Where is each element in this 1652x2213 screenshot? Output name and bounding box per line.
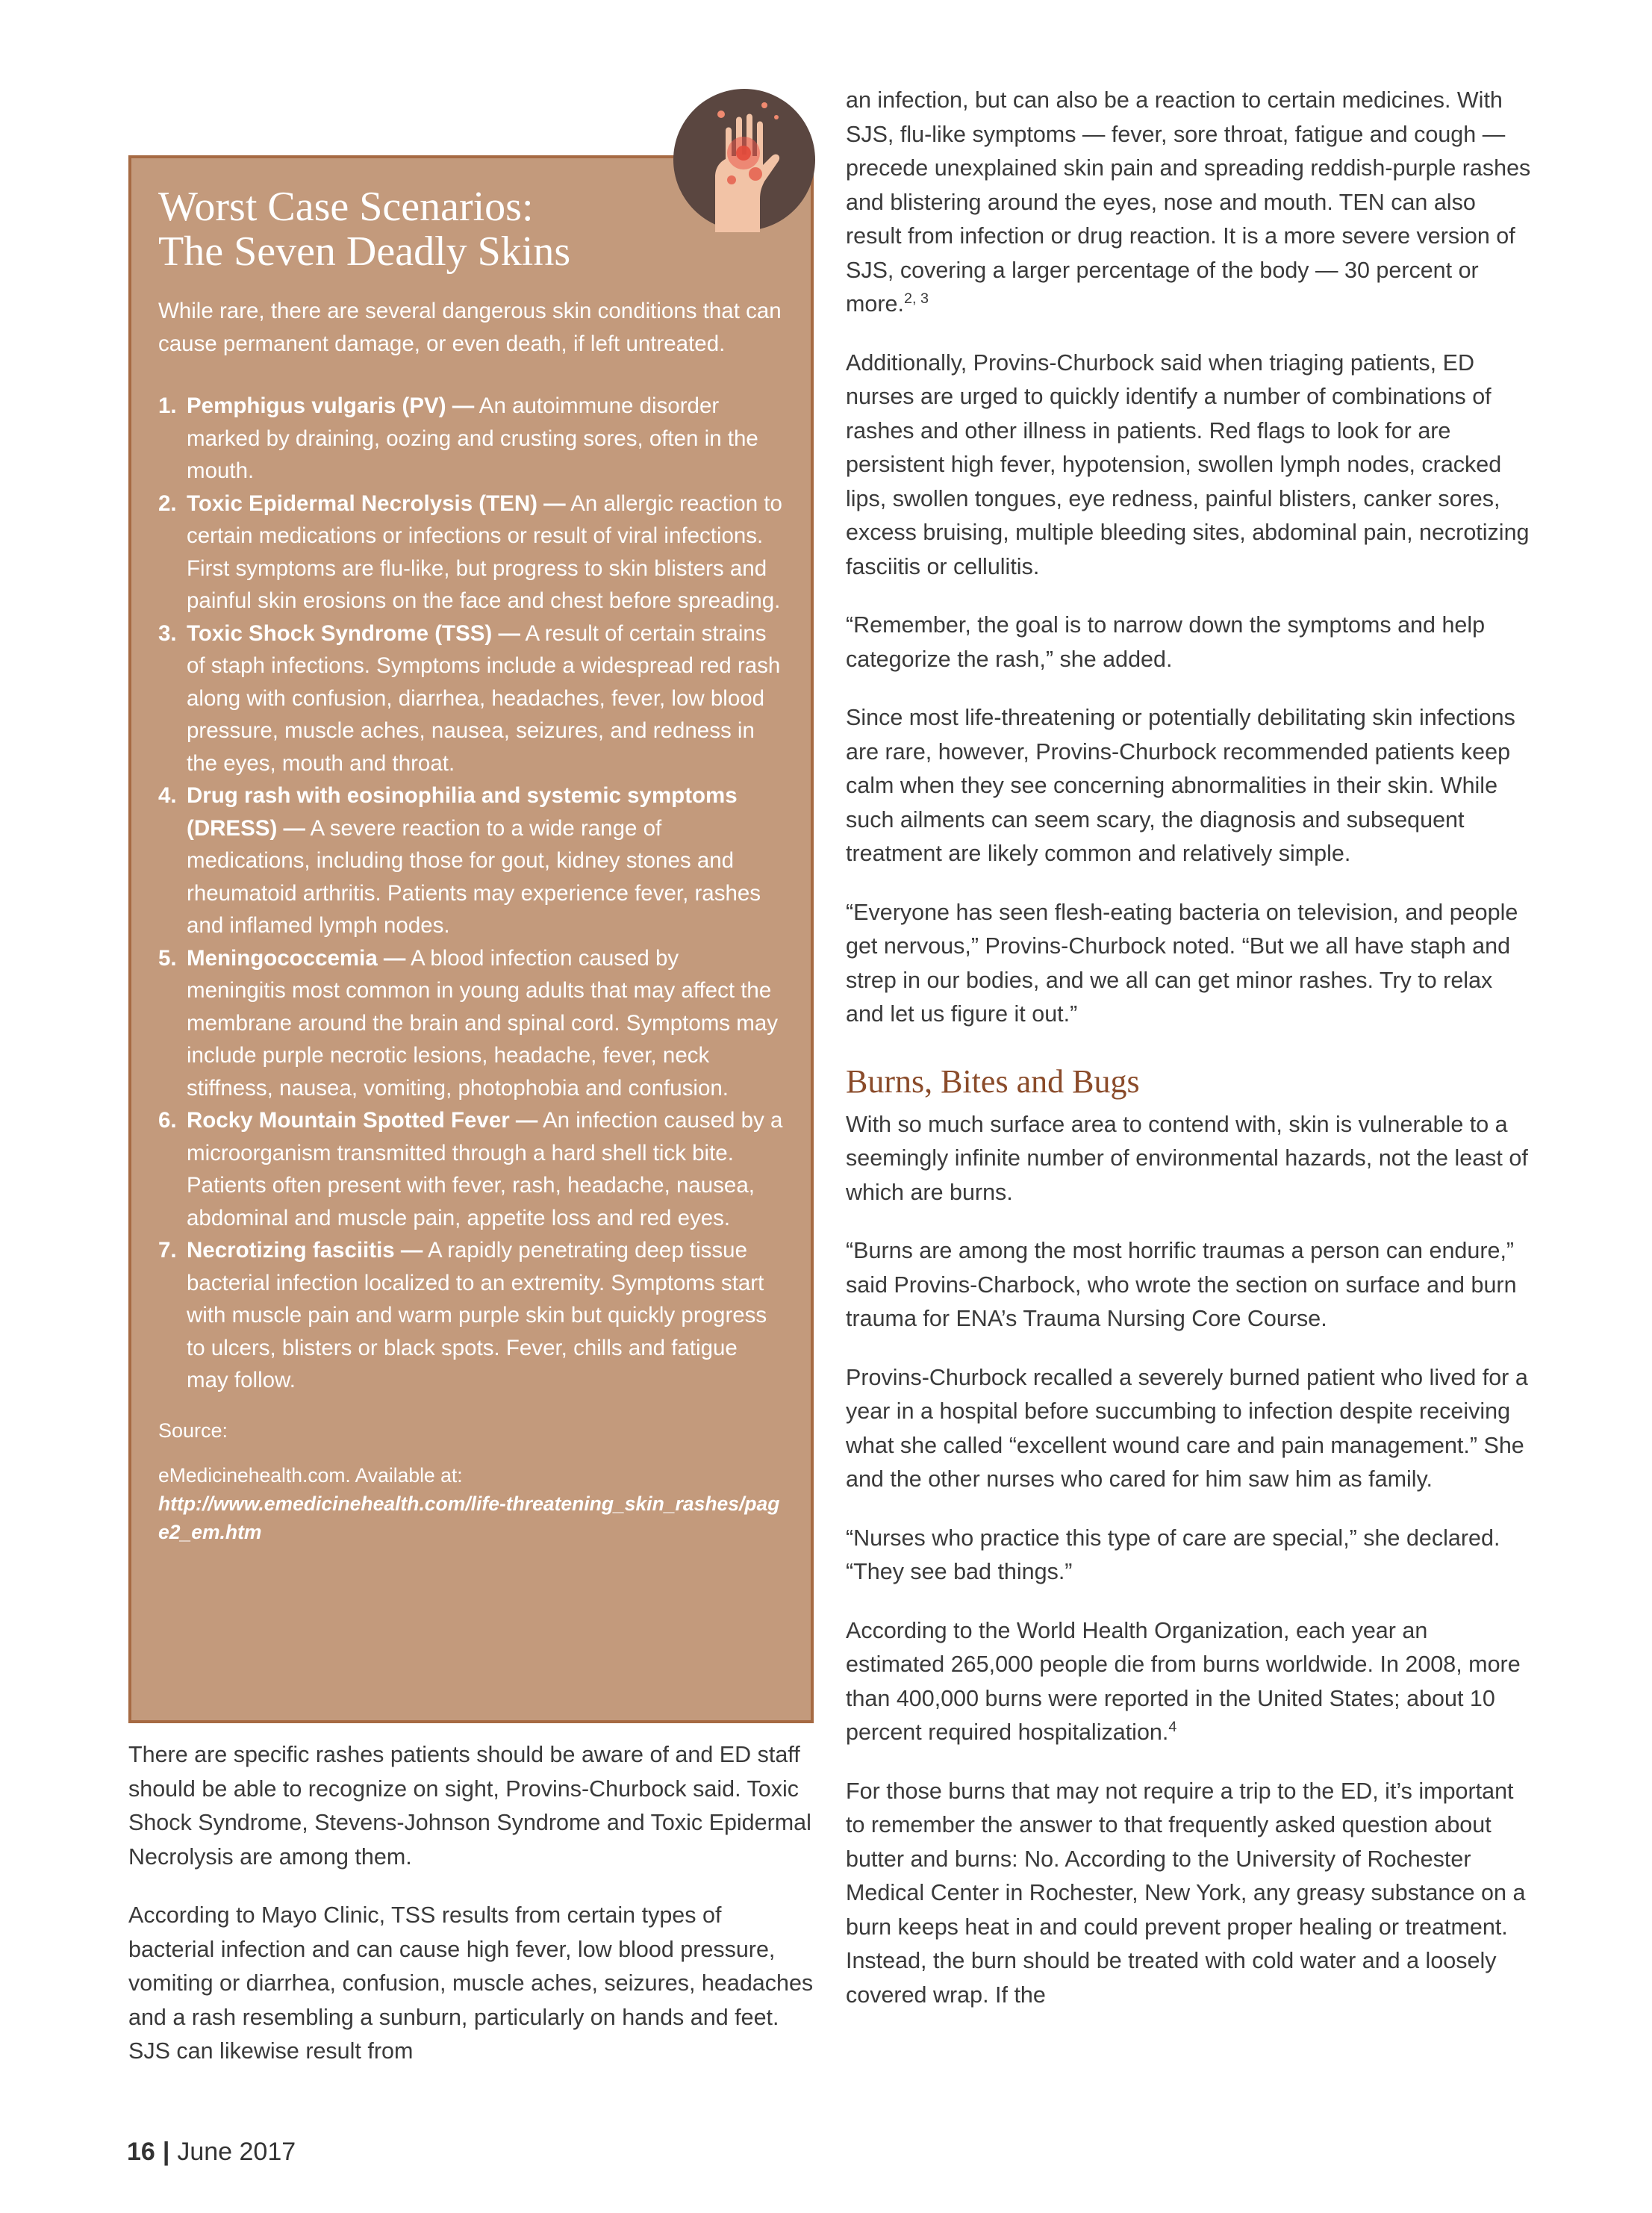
- sidebar-title-line1: Worst Case Scenarios:: [158, 184, 534, 230]
- body-paragraph: Since most life-threatening or potentially debilitating skin infections are rare, however, Provins-Churbock recommended patients keep calm when they see concerning abnormalities in their skin. While such ailments can seem scary, the diagnosis and subsequent treatment are likely common and relatively simple.: [846, 705, 1515, 866]
- list-number: 3.: [158, 620, 177, 646]
- sidebar-title-line2: The Seven Deadly Skins: [158, 228, 571, 275]
- body-paragraph: For those burns that may not require a trip to the ED, it’s important to remember the answer to that frequently asked question about butter and burns: No. According to the University of Rochester Medical Center in Rochester, New York, any greasy substance on a burn keeps heat in and could prevent proper healing or treatment. Instead, the burn should be treated with cold water and a loosely covered wrap. If the: [846, 1778, 1526, 2008]
- list-number: 7.: [158, 1238, 177, 1263]
- condition-name: Drug rash with eosinophilia and systemic symptoms (DRESS) —: [187, 783, 738, 841]
- footnote-ref: 4: [1168, 1718, 1177, 1735]
- condition-name: Toxic Shock Syndrome (TSS) —: [187, 620, 520, 646]
- list-number: 1.: [158, 393, 177, 418]
- condition-name: Rocky Mountain Spotted Fever —: [187, 1108, 538, 1133]
- body-paragraph: Additionally, Provins-Churbock said when triaging patients, ED nurses are urged to quickly identify a number of combinations of rashes and other illness in patients. Red flags to look for are persistent high fever, hypotension, swollen lymph nodes, cracked lips, swollen tongues, eye redness, painful blisters, canker sores, excess bruising, multiple bleeding sites, abdominal pain, necrotizing fasciitis or cellulitis.: [846, 349, 1530, 579]
- condition-name: Toxic Epidermal Necrolysis (TEN) —: [187, 491, 566, 516]
- body-paragraph: According to Mayo Clinic, TSS results from certain types of bacterial infection and can cause high fever, low blood pressure, vomiting or diarrhea, confusion, muscle aches, seizures, headaches and a rash resembling a sunburn, particularly on hands and feet. SJS can likewise result from: [128, 1902, 814, 2064]
- page-footer: [127, 2137, 296, 2167]
- list-item: [158, 942, 784, 1105]
- condition-description: A rapidly penetrating deep tissue bacterial infection localized to an extremity. Symptoms start with muscle pain and warm purple skin but quickly progress to ulcers, blisters or black spots. Fever, chills and fatigue may follow.: [187, 1238, 767, 1392]
- condition-description: A blood infection caused by meningitis most common in young adults that may affect the membrane around the brain and spinal cord. Symptoms may include purple necrotic lesions, headache, fever, neck stiffness, nausea, vomiting, photophobia and confusion.: [187, 945, 778, 1101]
- body-paragraph: Provins-Churbock recalled a severely burned patient who lived for a year in a hospital before succumbing to infection despite receiving what she called “excellent wound care and pain management.” She and the other nurses who cared for him saw him as family.: [846, 1364, 1528, 1492]
- section-heading: Burns, Bites and Bugs: [846, 1062, 1140, 1100]
- left-column-body: [128, 1738, 814, 2094]
- body-paragraph: “Remember, the goal is to narrow down the symptoms and help categorize the rash,” she added.: [846, 612, 1486, 672]
- paragraph-text: According to the World Health Organization, each year an estimated 265,000 people die from burns worldwide. In 2008, more than 400,000 burns were reported in the United States; about 10 percent required hospitalization.: [846, 1617, 1521, 1745]
- hand-with-rash-icon: [672, 87, 817, 232]
- source-label: Source:: [158, 1419, 228, 1442]
- list-item: [158, 779, 784, 942]
- paragraph-text: an infection, but can also be a reaction to certain medicines. With SJS, flu-like symptoms — fever, sore throat, fatigue and cough — precede unexplained skin pain and spreading reddish-purple rashes and blistering around the eyes, nose and mouth. TEN can also result from infection or drug reaction. It is a more severe version of SJS, covering a larger percentage of the body — 30 percent or more.: [846, 87, 1531, 317]
- list-item: [158, 617, 784, 780]
- condition-description: An allergic reaction to certain medications or infections or result of viral infections. First symptoms are flu-like, but progress to skin blisters and painful skin erosions on the face and chest before spreading.: [187, 491, 782, 613]
- sidebar-intro: While rare, there are several dangerous skin conditions that can cause permanent damage, or even death, if left untreated.: [158, 299, 782, 356]
- body-paragraph: [846, 84, 1533, 322]
- list-number: 2.: [158, 491, 177, 516]
- body-paragraph: “Burns are among the most horrific traumas a person can endure,” said Provins-Charbock, who wrote the section on surface and burn trauma for ENA’s Trauma Nursing Core Course.: [846, 1238, 1517, 1331]
- page-number: 16: [127, 2138, 155, 2166]
- right-column-body: [846, 84, 1533, 2037]
- condition-description: A severe reaction to a wide range of medications, including those for gout, kidney stones and rheumatoid arthritis. Patients may experience fever, rashes and inflamed lymph nodes.: [187, 815, 761, 938]
- list-number: 6.: [158, 1108, 177, 1133]
- body-paragraph: There are specific rashes patients should be aware of and ED staff should be able to recognize on sight, Provins-Churbock said. Toxic Shock Syndrome, Stevens-Johnson Syndrome and Toxic Epidermal Necrolysis are among them.: [128, 1742, 811, 1870]
- sidebar-list: [158, 390, 784, 1397]
- source-url: http://www.emedicinehealth.com/life-threatening_skin_rashes/page2_em.htm: [158, 1492, 780, 1543]
- list-item: [158, 1234, 784, 1397]
- list-item: [158, 488, 784, 617]
- list-item: [158, 390, 784, 488]
- body-paragraph: “Everyone has seen flesh-eating bacteria on television, and people get nervous,” Provins-Churbock noted. “But we all have staph and strep in our bodies, and we all can get minor rashes. Try to relax and let us figure it out.”: [846, 899, 1518, 1027]
- body-paragraph: “Nurses who practice this type of care are special,” she declared. “They see bad things.”: [846, 1525, 1500, 1584]
- condition-name: Necrotizing fasciitis —: [187, 1238, 423, 1263]
- footnote-ref: 2, 3: [903, 290, 929, 307]
- list-number: 5.: [158, 945, 177, 971]
- list-item: [158, 1104, 784, 1234]
- condition-name: Meningococcemia —: [187, 945, 406, 971]
- condition-description: An infection caused by a microorganism transmitted through a hard shell tick bite. Patients often present with fever, rash, headache, nausea, abdominal and muscle pain, appetite loss and red eyes.: [187, 1108, 783, 1230]
- footer-separator: |: [162, 2138, 170, 2166]
- body-paragraph: With so much surface area to contend with, skin is vulnerable to a seemingly infinite number of environmental hazards, not the least of which are burns.: [846, 1111, 1528, 1205]
- condition-name: Pemphigus vulgaris (PV) —: [187, 393, 475, 418]
- condition-description: An autoimmune disorder marked by draining, oozing and crusting sores, often in the mouth.: [187, 393, 758, 483]
- sidebar-box: [128, 155, 814, 1723]
- body-paragraph: [846, 1614, 1533, 1750]
- issue-date: June 2017: [177, 2138, 296, 2166]
- list-number: 4.: [158, 783, 177, 808]
- condition-description: A result of certain strains of staph infections. Symptoms include a widespread red rash along with confusion, diarrhea, headaches, fever, low blood pressure, muscle aches, nausea, seizures, and redness in the eyes, mouth and throat.: [187, 620, 781, 776]
- source-text: eMedicinehealth.com. Available at:: [158, 1463, 463, 1487]
